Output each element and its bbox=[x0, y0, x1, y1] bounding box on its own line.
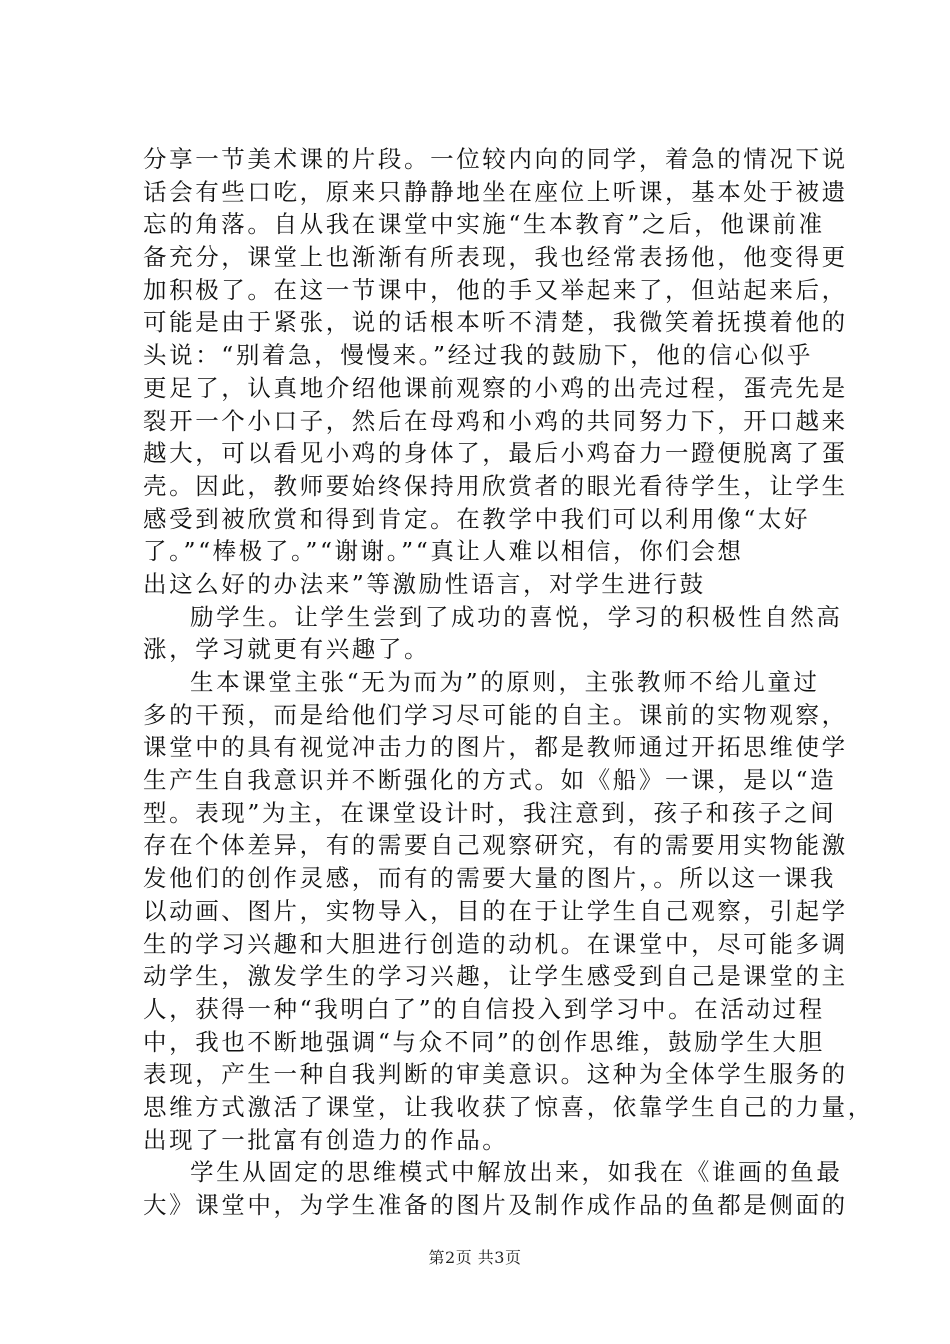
text-line: 励学生。让学生尝到了成功的喜悦，学习的积极性自然高 bbox=[190, 602, 843, 631]
text-line: 大》课堂中，为学生准备的图片及制作成作品的鱼都是侧面的 bbox=[143, 1191, 848, 1219]
text-line: 多的干预，而是给他们学习尽可能的自主。课前的实物观察， bbox=[143, 700, 848, 729]
text-line: 备充分，课堂上也渐渐有所表现，我也经常表扬他，他变得更 bbox=[143, 243, 848, 272]
text-line: 头说：“别着急，慢慢来。”经过我的鼓励下，他的信心似乎 bbox=[143, 341, 813, 370]
text-line: 学生从固定的思维模式中解放出来，如我在《谁画的鱼最 bbox=[190, 1158, 843, 1187]
text-line: 忘的角落。自从我在课堂中实施“生本教育”之后，他课前准 bbox=[143, 210, 825, 239]
document-body bbox=[143, 143, 874, 1222]
text-line: 裂开一个小口子，然后在母鸡和小鸡的共同努力下，开口越来 bbox=[143, 406, 848, 435]
text-line: 壳。因此，教师要始终保持用欣赏者的眼光看待学生，让学生 bbox=[143, 471, 848, 500]
text-line: 了。”“棒极了。”“谢谢。”“真让人难以相信，你们会想 bbox=[143, 537, 744, 566]
page-footer: 第2页 共3页 bbox=[428, 1248, 522, 1267]
text-line: 发他们的创作灵感，而有的需要大量的图片，。所以这一课我 bbox=[143, 864, 836, 893]
text-line: 出现了一批富有创造力的作品。 bbox=[143, 1125, 509, 1154]
text-line: 越大，可以看见小鸡的身体了，最后小鸡奋力一蹬便脱离了蛋 bbox=[143, 439, 848, 468]
text-line: 思维方式激活了课堂，让我收获了惊喜，依靠学生自己的力量， bbox=[143, 1092, 874, 1121]
text-line: 生产生自我意识并不断强化的方式。如《船》一课，是以“造 bbox=[143, 766, 837, 795]
text-line: 课堂中的具有视觉冲击力的图片，都是教师通过开拓思维使学 bbox=[143, 733, 848, 762]
text-line: 可能是由于紧张，说的话根本听不清楚，我微笑着抚摸着他的 bbox=[143, 308, 848, 337]
text-line: 以动画、图片，实物导入，目的在于让学生自己观察，引起学 bbox=[143, 896, 848, 925]
text-line: 感受到被欣赏和得到肯定。在教学中我们可以利用像“太好 bbox=[143, 504, 811, 533]
text-line: 更足了，认真地介绍他课前观察的小鸡的出壳过程，蛋壳先是 bbox=[143, 373, 848, 402]
text-line: 加积极了。在这一节课中，他的手又举起来了，但站起来后， bbox=[143, 275, 848, 304]
text-line: 型。表现”为主，在课堂设计时，我注意到，孩子和孩子之间 bbox=[143, 798, 837, 827]
text-line: 生本课堂主张“无为而为”的原则，主张教师不给儿童过 bbox=[190, 668, 820, 696]
text-line: 存在个体差异，有的需要自己观察研究，有的需要用实物能激 bbox=[143, 831, 848, 860]
text-line: 话会有些口吃，原来只静静地坐在座位上听课，基本处于被遗 bbox=[143, 177, 848, 206]
text-line: 中，我也不断地强调“与众不同”的创作思维，鼓励学生大胆 bbox=[143, 1027, 825, 1056]
text-line: 涨，学习就更有兴趣了。 bbox=[143, 635, 431, 664]
text-line: 动学生，激发学生的学习兴趣，让学生感受到自己是课堂的主 bbox=[143, 962, 848, 991]
text-line: 生的学习兴趣和大胆进行创造的动机。在课堂中，尽可能多调 bbox=[143, 929, 848, 958]
text-line: 表现，产生一种自我判断的审美意识。这种为全体学生服务的 bbox=[143, 1060, 848, 1089]
text-line: 人，获得一种“我明白了”的自信投入到学习中。在活动过程 bbox=[143, 994, 825, 1023]
text-line: 出这么好的办法来”等激励性语言，对学生进行鼓 bbox=[143, 569, 706, 598]
text-line: 分享一节美术课的片段。一位较内向的同学，着急的情况下说 bbox=[143, 145, 848, 173]
